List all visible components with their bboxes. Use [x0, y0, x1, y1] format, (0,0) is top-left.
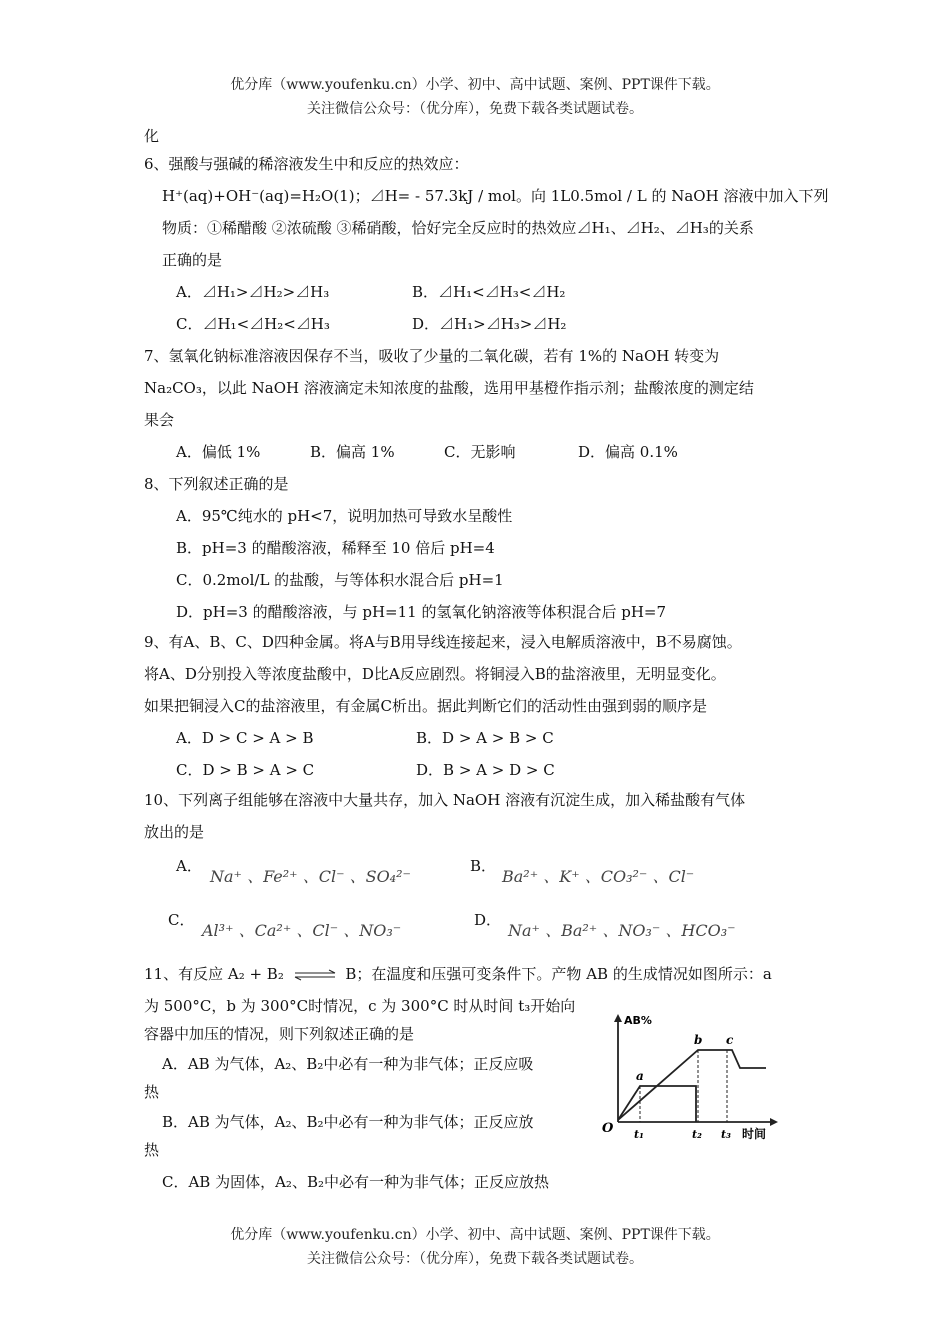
q11-stem-3: 容器中加压的情况，则下列叙述正确的是: [144, 1025, 415, 1043]
point-a-label: a: [636, 1069, 644, 1083]
curve-a: [618, 1086, 696, 1122]
footer-line-1: 优分库（www.youfenku.cn）小学、初中、高中试题、案例、PPT课件下载。: [230, 1227, 720, 1243]
q6-option-c: C．⊿H₁<⊿H₂<⊿H₃: [176, 315, 330, 333]
q6-stem-1: 6、强酸与强碱的稀溶液发生中和反应的热效应：: [144, 155, 469, 173]
curve-b-c: [618, 1050, 766, 1120]
q9-stem-3: 如果把铜浸入C的盐溶液里，有金属C析出。据此判断它们的活动性由强到弱的顺序是: [144, 697, 707, 715]
t3-label: t₃: [721, 1128, 731, 1141]
q11-option-a-2: 热: [144, 1083, 160, 1101]
q6-stem-3: 物质：①稀醋酸 ②浓硫酸 ③稀硝酸，恰好完全反应时的热效应⊿H₁、⊿H₂、⊿H₃的关系: [162, 219, 754, 237]
t1-label: t₁: [634, 1128, 644, 1141]
footer-line-2: 关注微信公众号：（优分库），免费下载各类试题试卷。: [307, 1251, 643, 1267]
q10-option-a-label: A．: [176, 857, 202, 875]
y-axis-label: AB%: [624, 1014, 652, 1027]
header-line-2: 关注微信公众号：（优分库），免费下载各类试题试卷。: [307, 101, 643, 117]
q11-stem-2: 为 500°C，b 为 300°C时情况，c 为 300°C 时从时间 t₃开始向: [144, 997, 576, 1015]
q11-option-b-1: B．AB 为气体，A₂、B₂中必有一种为非气体；正反应放: [162, 1113, 534, 1131]
q9-stem-2: 将A、D分别投入等浓度盐酸中，D比A反应剧烈。将铜浸入B的盐溶液里，无明显变化。: [144, 665, 726, 683]
q6-option-a: A．⊿H₁>⊿H₂>⊿H₃: [176, 283, 330, 301]
q8-option-b: B．pH=3 的醋酸溶液，稀释至 10 倍后 pH=4: [176, 539, 495, 557]
q11-option-a-1: A．AB 为气体，A₂、B₂中必有一种为非气体；正反应吸: [162, 1055, 534, 1073]
q10-option-d-label: D．: [474, 911, 502, 929]
y-axis-arrow-icon: [614, 1014, 622, 1022]
q9-option-b: B．D > A > B > C: [416, 729, 554, 747]
q10-option-b-label: B．: [470, 857, 497, 875]
q8-stem: 8、下列叙述正确的是: [144, 475, 289, 493]
q10-option-c: Al³⁺ 、Ca²⁺ 、Cl⁻ 、NO₃⁻: [202, 921, 402, 940]
point-c-label: c: [726, 1033, 734, 1047]
q9-stem-1: 9、有A、B、C、D四种金属。将A与B用导线连接起来，浸入电解质溶液中，B不易腐蚀。: [144, 633, 742, 651]
q5-tail: 化: [144, 127, 160, 145]
q7-stem-3: 果会: [144, 411, 175, 429]
q7-option-b: B．偏高 1%: [310, 443, 395, 461]
ab-percent-time-graph: [600, 1010, 790, 1150]
equilibrium-arrow-icon: [291, 969, 339, 981]
q10-option-d: Na⁺ 、Ba²⁺ 、NO₃⁻ 、HCO₃⁻: [508, 921, 736, 940]
q7-option-c: C．无影响: [444, 443, 516, 461]
q7-stem-1: 7、氢氧化钠标准溶液因保存不当，吸收了少量的二氧化碳，若有 1%的 NaOH 转变为: [144, 347, 720, 365]
q10-option-c-label: C．: [168, 911, 195, 929]
q11-option-c: C．AB 为固体，A₂、B₂中必有一种为非气体；正反应放热: [162, 1173, 549, 1191]
q7-stem-2: Na₂CO₃，以此 NaOH 溶液滴定未知浓度的盐酸，选用甲基橙作指示剂；盐酸浓度的测定结: [144, 379, 754, 397]
header-line-1: 优分库（www.youfenku.cn）小学、初中、高中试题、案例、PPT课件下载。: [230, 77, 720, 93]
q9-option-a: A．D > C > A > B: [176, 729, 314, 747]
q8-option-d: D．pH=3 的醋酸溶液，与 pH=11 的氢氧化钠溶液等体积混合后 pH=7: [176, 603, 667, 621]
q8-option-a: A．95℃纯水的 pH<7，说明加热可导致水呈酸性: [176, 507, 513, 525]
x-axis-arrow-icon: [770, 1118, 778, 1126]
q10-option-a: Na⁺ 、Fe²⁺ 、Cl⁻ 、SO₄²⁻: [210, 867, 411, 886]
q11-stem-1b: B；在温度和压强可变条件下。产物 AB 的生成情况如图所示：a: [345, 965, 772, 983]
q11-stem-1: [144, 962, 772, 986]
q10-stem-1: 10、下列离子组能够在溶液中大量共存，加入 NaOH 溶液有沉淀生成，加入稀盐酸有气体: [144, 791, 746, 809]
q6-option-b: B．⊿H₁<⊿H₃<⊿H₂: [412, 283, 566, 301]
q7-option-d: D．偏高 0.1%: [578, 443, 678, 461]
q9-option-d: D．B > A > D > C: [416, 761, 555, 779]
q9-option-c: C．D > B > A > C: [176, 761, 315, 779]
q7-option-a: A．偏低 1%: [176, 443, 261, 461]
q6-stem-2: H⁺(aq)+OH⁻(aq)=H₂O(1)；⊿H= - 57.3kJ / mol。向 1L0.5mol / L 的 NaOH 溶液中加入下列: [162, 187, 829, 205]
q11-option-b-2: 热: [144, 1141, 160, 1159]
q10-option-b: Ba²⁺ 、K⁺ 、CO₃²⁻ 、Cl⁻: [502, 867, 695, 886]
q10-stem-2: 放出的是: [144, 823, 205, 841]
q11-stem-1a: 11、有反应 A₂ + B₂: [144, 965, 284, 983]
q6-option-d: D．⊿H₁>⊿H₃>⊿H₂: [412, 315, 567, 333]
point-b-label: b: [694, 1033, 703, 1047]
origin-label: O: [602, 1121, 614, 1136]
q6-stem-4: 正确的是: [162, 251, 223, 269]
q8-option-c: C．0.2mol/L 的盐酸，与等体积水混合后 pH=1: [176, 571, 504, 589]
x-axis-label: 时间: [742, 1127, 767, 1141]
t2-label: t₂: [692, 1128, 702, 1141]
